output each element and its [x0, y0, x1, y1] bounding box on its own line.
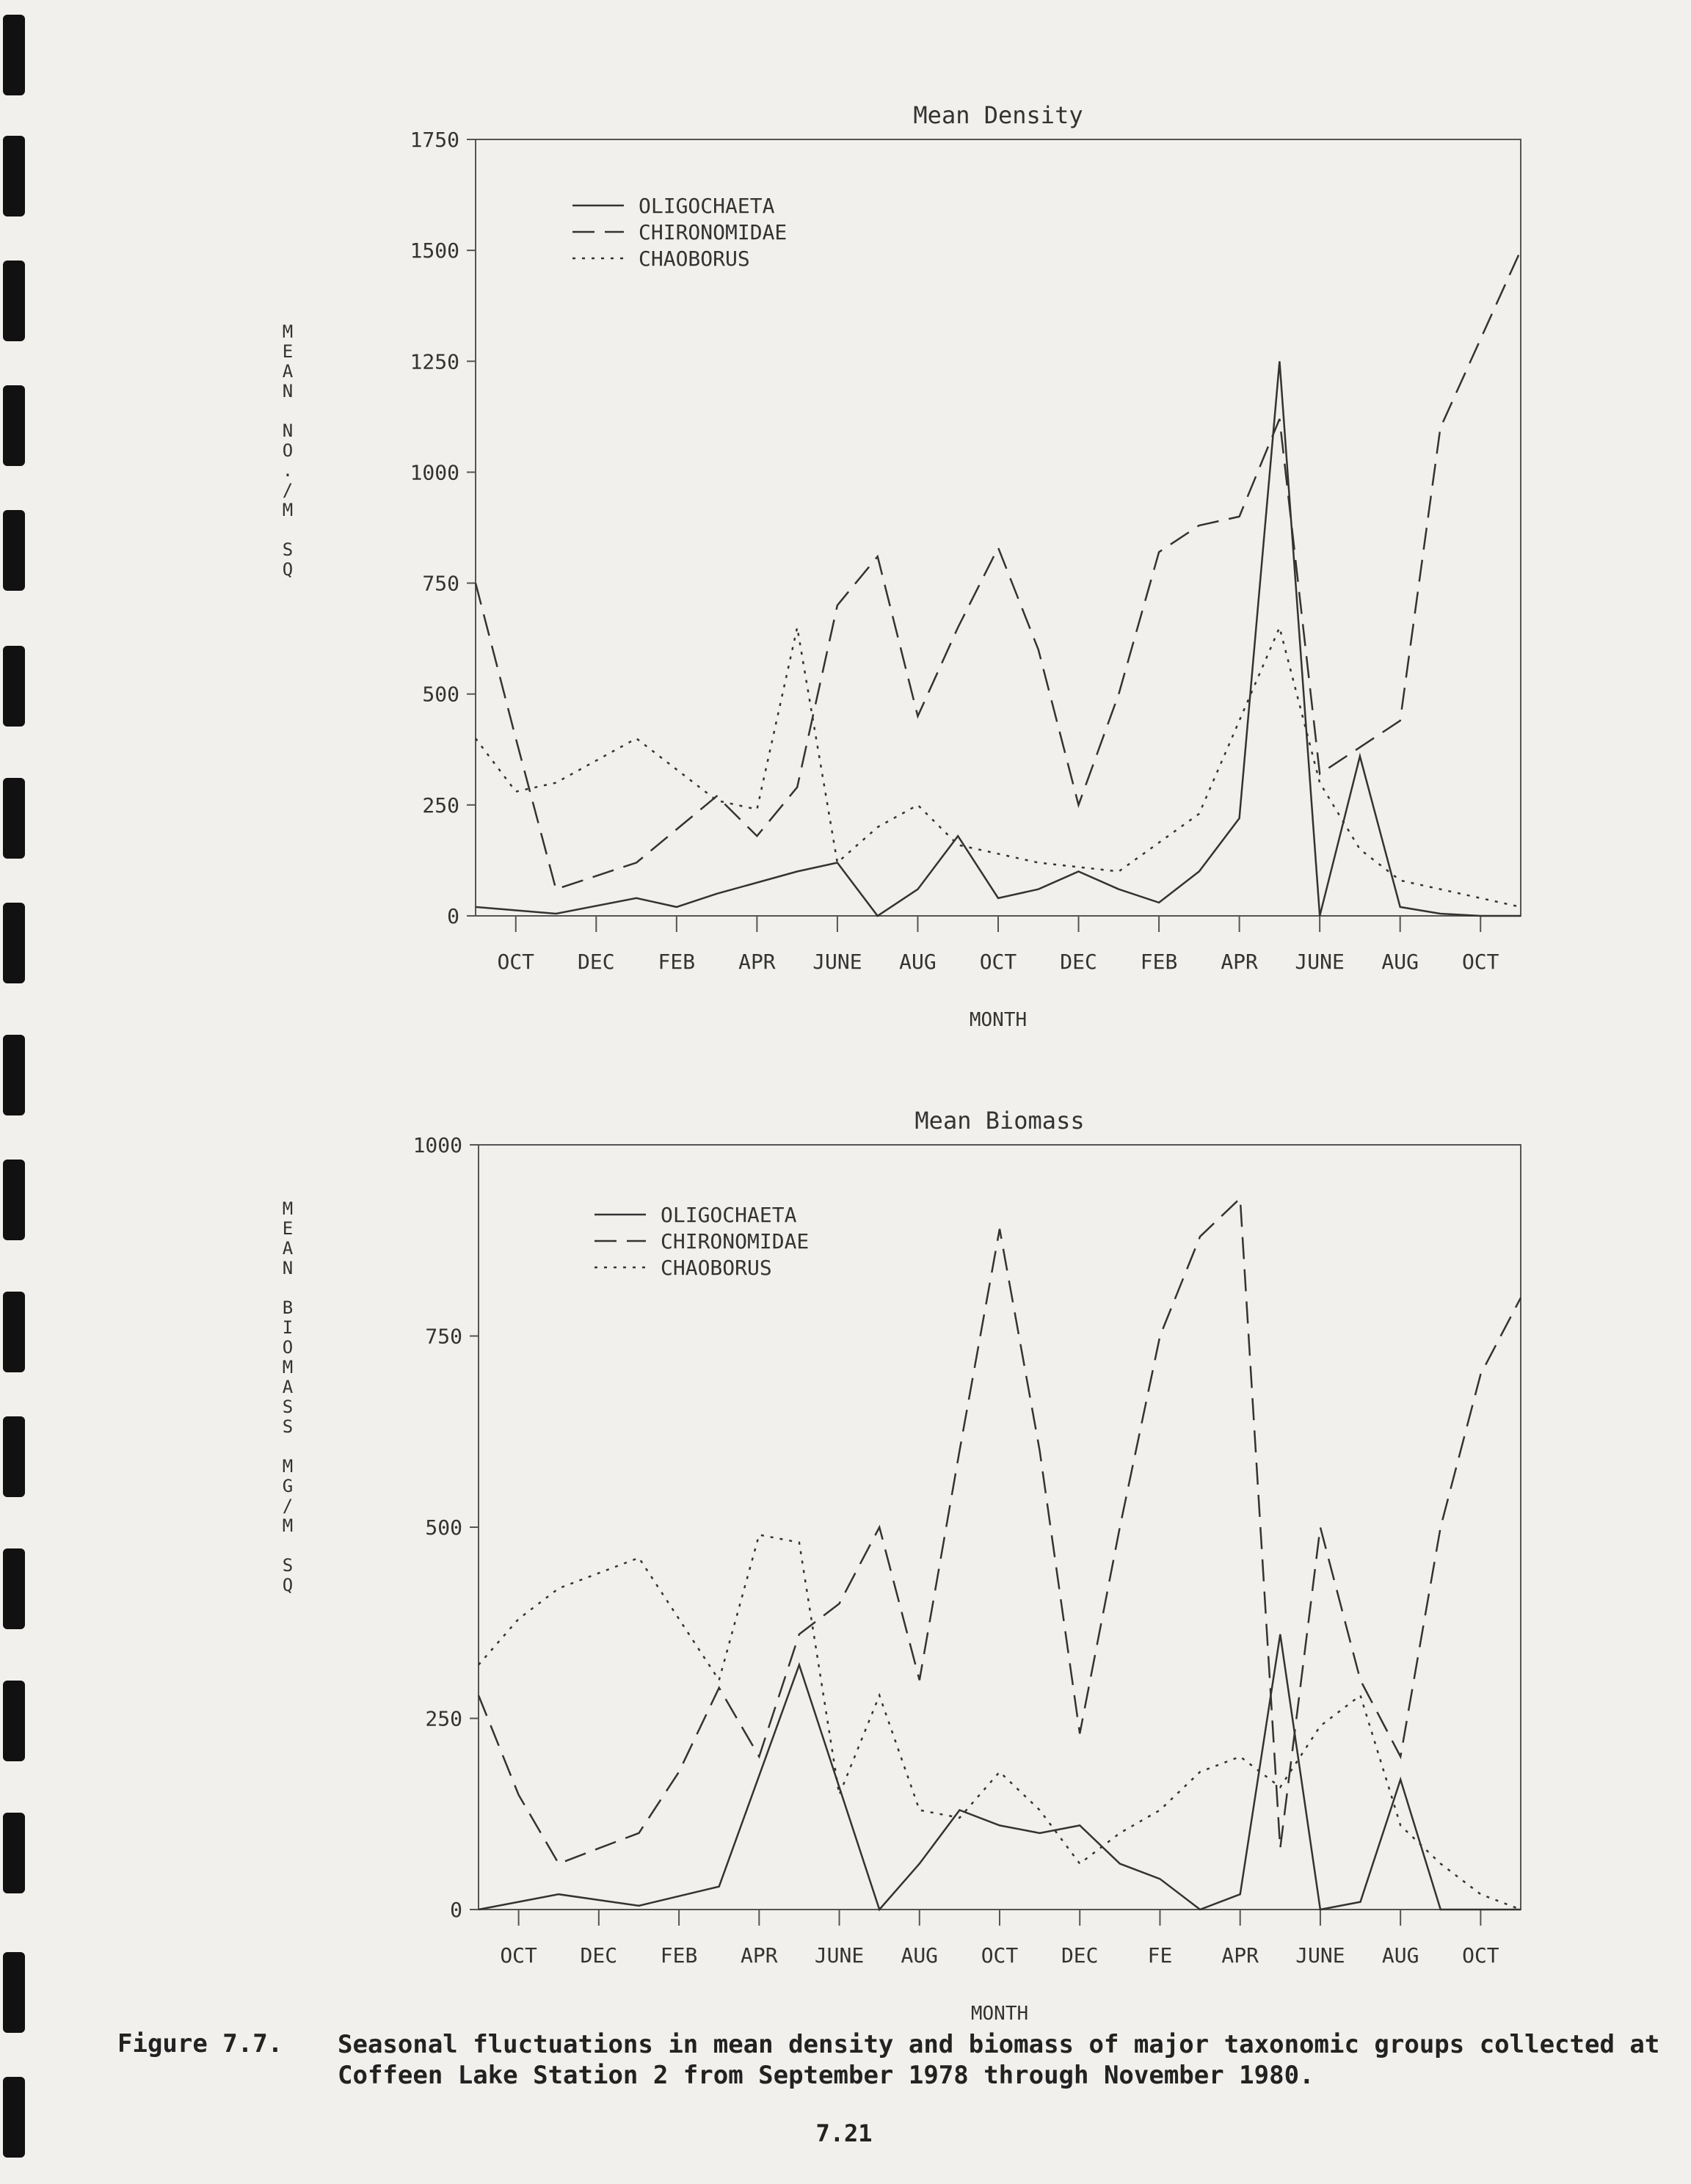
figure-caption [117, 2029, 1673, 2091]
legend-label: CHIRONOMIDAE [639, 220, 788, 244]
legend-label: CHIRONOMIDAE [661, 1229, 810, 1253]
x-tick-label: JUNE [1295, 950, 1345, 974]
x-tick-label: DEC [580, 1943, 618, 1968]
x-tick-label: DEC [1061, 1943, 1099, 1968]
binder-hole [3, 2077, 25, 2158]
x-tick-label: APR [1221, 950, 1258, 974]
legend-label: OLIGOCHAETA [639, 194, 775, 218]
x-tick-label: JUNE [814, 1943, 865, 1968]
mean-biomass-chart [0, 1086, 1691, 2025]
x-tick-label: OCT [1461, 950, 1499, 974]
x-tick-label: OCT [1462, 1943, 1499, 1968]
caption-label: Figure 7.7. [117, 2029, 283, 2059]
y-tick-label: 1000 [412, 1133, 462, 1157]
y-tick-label: 250 [422, 793, 459, 818]
y-tick-label: 0 [450, 1898, 462, 1922]
plot-frame [479, 1145, 1521, 1910]
y-axis-label: M E A N B I O M A S S M G / M S Q [282, 1198, 294, 1595]
x-tick-label: FEB [660, 1943, 698, 1968]
series-line-chironomidae [476, 250, 1521, 889]
legend-label: CHAOBORUS [661, 1256, 772, 1280]
series-line-chironomidae [479, 1198, 1521, 1864]
y-tick-label: 750 [422, 571, 459, 596]
y-tick-label: 250 [425, 1706, 462, 1731]
x-tick-label: FEB [658, 950, 696, 974]
chart-title: Mean Density [913, 101, 1083, 129]
legend-label: OLIGOCHAETA [661, 1203, 797, 1227]
x-axis-label: MONTH [970, 2003, 1029, 2025]
y-tick-label: 0 [447, 904, 459, 928]
x-tick-label: APR [1221, 1943, 1259, 1968]
x-tick-label: DEC [578, 950, 615, 974]
x-tick-label: AUG [1381, 950, 1419, 974]
y-tick-label: 500 [425, 1515, 462, 1540]
x-tick-label: FE [1147, 1943, 1173, 1968]
y-axis-label: M E A N N O . / M S Q [282, 321, 294, 580]
x-tick-label: OCT [979, 950, 1017, 974]
y-tick-label: 1750 [410, 128, 459, 152]
x-tick-label: DEC [1060, 950, 1097, 974]
x-tick-label: AUG [1381, 1943, 1419, 1968]
chart-title: Mean Biomass [914, 1107, 1085, 1135]
x-tick-label: AUG [901, 1943, 939, 1968]
y-tick-label: 500 [422, 682, 459, 707]
x-tick-label: JUNE [812, 950, 862, 974]
x-tick-label: APR [738, 950, 776, 974]
x-axis-label: MONTH [969, 1009, 1028, 1031]
mean-density-chart [0, 73, 1691, 1057]
y-tick-label: 1000 [410, 460, 459, 485]
page-number: 7.21 [815, 2119, 873, 2147]
plot-frame [476, 139, 1521, 916]
y-tick-label: 1250 [410, 349, 459, 374]
series-line-chaoborus [479, 1535, 1521, 1910]
series-line-chaoborus [476, 627, 1521, 907]
x-tick-label: OCT [500, 1943, 537, 1968]
y-tick-label: 1500 [410, 239, 459, 263]
series-line-oligochaeta [476, 361, 1521, 916]
x-tick-label: OCT [497, 950, 535, 974]
caption-text: Seasonal fluctuations in mean density and biomass of major taxonomic groups collected at Coffeen Lake Station 2 from September 1978 through November 1980. [338, 2030, 1660, 2090]
x-tick-label: AUG [899, 950, 937, 974]
x-tick-label: JUNE [1295, 1943, 1345, 1968]
x-tick-label: APR [741, 1943, 778, 1968]
series-line-oligochaeta [479, 1634, 1521, 1910]
x-tick-label: OCT [981, 1943, 1019, 1968]
y-tick-label: 750 [425, 1324, 462, 1349]
x-tick-label: FEB [1140, 950, 1178, 974]
legend-label: CHAOBORUS [639, 247, 750, 271]
